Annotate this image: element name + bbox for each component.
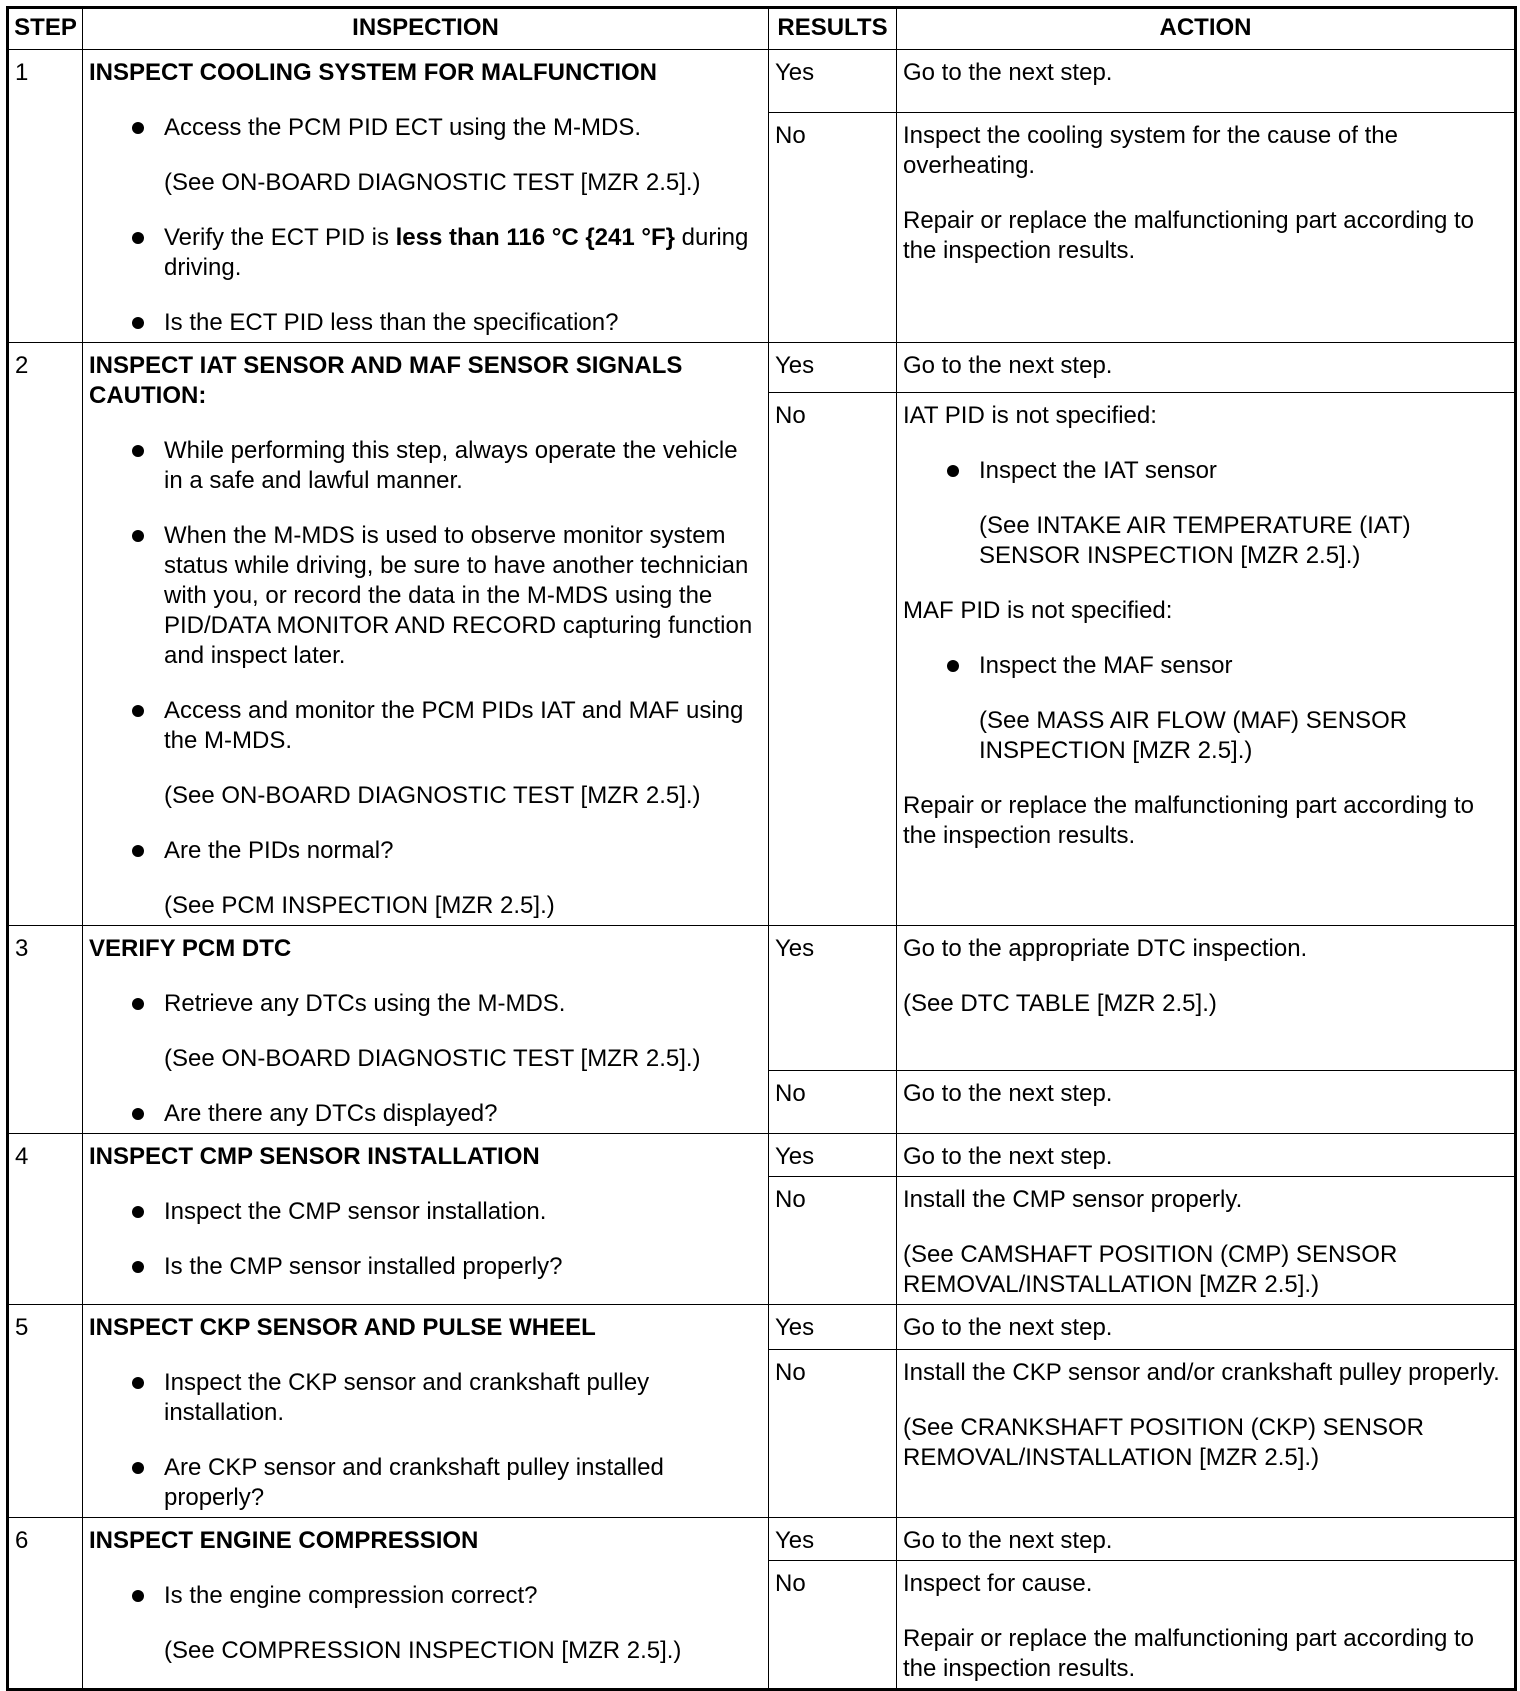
bullet-icon	[132, 1590, 144, 1602]
bullet-item	[89, 1099, 762, 1129]
action-yes	[897, 50, 1516, 113]
bullet-item	[89, 1252, 762, 1282]
action-text: IAT PID is not specified:	[903, 402, 1157, 429]
reference-link[interactable]: (See ON-BOARD DIAGNOSTIC TEST [MZR 2.5].)	[164, 782, 701, 809]
result-no: No	[769, 1177, 897, 1305]
bullet-text: Is the ECT PID less than the specification?	[164, 309, 619, 336]
specification-value: less than 116 °C {241 °F}	[395, 224, 675, 251]
result-yes: Yes	[769, 343, 897, 393]
bullet-item	[89, 1197, 762, 1227]
result-yes: Yes	[769, 50, 897, 113]
bullet-icon	[132, 998, 144, 1010]
step-title: VERIFY PCM DTC	[89, 935, 292, 962]
action-text: Go to the next step.	[903, 59, 1113, 86]
action-no	[897, 1177, 1516, 1305]
action-text: Repair or replace the malfunctioning part according to the inspection results.	[903, 792, 1474, 849]
action-yes	[897, 1134, 1516, 1177]
header-action: ACTION	[897, 8, 1516, 50]
action-text: Go to the next step.	[903, 1314, 1113, 1341]
bullet-icon	[132, 845, 144, 857]
bullet-item	[89, 521, 762, 671]
bullet-text: Access and monitor the PCM PIDs IAT and MAF using the M-MDS.	[164, 697, 744, 754]
bullet-text: Are there any DTCs displayed?	[164, 1100, 498, 1127]
action-yes	[897, 1305, 1516, 1350]
step-title: INSPECT CMP SENSOR INSTALLATION	[89, 1143, 540, 1170]
reference-link[interactable]: (See PCM INSPECTION [MZR 2.5].)	[164, 892, 555, 919]
action-text: Inspect for cause.	[903, 1570, 1093, 1597]
bullet-icon	[132, 705, 144, 717]
action-no	[897, 393, 1516, 926]
bullet-item	[89, 308, 762, 338]
bullet-text: When the M-MDS is used to observe monitor system status while driving, be sure to have another technician with you, or record the data in the M-MDS using the PID/DATA MONITOR AND RECORD capturing function and inspect later.	[164, 522, 753, 669]
step-number: 1	[8, 50, 83, 343]
header-step: STEP	[8, 8, 83, 50]
inspection-cell	[83, 343, 769, 926]
bullet-icon	[132, 122, 144, 134]
bullet-item	[903, 651, 1508, 681]
step-title: INSPECT CKP SENSOR AND PULSE WHEEL	[89, 1314, 596, 1341]
action-text: MAF PID is not specified:	[903, 597, 1173, 624]
reference-link[interactable]: (See DTC TABLE [MZR 2.5].)	[903, 990, 1217, 1017]
inspection-cell	[83, 50, 769, 343]
bullet-icon	[132, 1206, 144, 1218]
action-text: Go to the next step.	[903, 1080, 1113, 1107]
bullet-icon	[132, 232, 144, 244]
header-results: RESULTS	[769, 8, 897, 50]
action-text: Repair or replace the malfunctioning part according to the inspection results.	[903, 207, 1474, 264]
bullet-text: Access the PCM PID ECT using the M-MDS.	[164, 114, 642, 141]
reference-link[interactable]: (See CAMSHAFT POSITION (CMP) SENSOR REMOVAL/INSTALLATION [MZR 2.5].)	[903, 1241, 1398, 1298]
bullet-icon	[947, 465, 959, 477]
result-no: No	[769, 1350, 897, 1518]
bullet-item	[89, 836, 762, 866]
bullet-icon	[132, 1108, 144, 1120]
bullet-text: Inspect the CMP sensor installation.	[164, 1198, 547, 1225]
caution-label: CAUTION:	[89, 382, 207, 409]
step-title: INSPECT IAT SENSOR AND MAF SENSOR SIGNALS	[89, 352, 683, 379]
step-title: INSPECT ENGINE COMPRESSION	[89, 1527, 479, 1554]
step-3-yes-row	[8, 926, 1516, 1071]
action-text: Go to the next step.	[903, 1143, 1113, 1170]
bullet-text: Is the engine compression correct?	[164, 1582, 538, 1609]
step-number: 6	[8, 1518, 83, 1690]
bullet-text: Are the PIDs normal?	[164, 837, 394, 864]
reference-link[interactable]: (See CRANKSHAFT POSITION (CKP) SENSOR REMOVAL/INSTALLATION [MZR 2.5].)	[903, 1414, 1424, 1471]
bullet-text: Verify the ECT PID is	[164, 224, 396, 251]
bullet-text: Is the CMP sensor installed properly?	[164, 1253, 563, 1280]
action-text: Go to the next step.	[903, 352, 1113, 379]
result-yes: Yes	[769, 1134, 897, 1177]
action-text: Go to the appropriate DTC inspection.	[903, 935, 1308, 962]
result-yes: Yes	[769, 1518, 897, 1561]
result-no: No	[769, 1071, 897, 1134]
step-title: INSPECT COOLING SYSTEM FOR MALFUNCTION	[89, 59, 657, 86]
bullet-text: Are CKP sensor and crankshaft pulley installed properly?	[164, 1454, 664, 1511]
action-yes	[897, 343, 1516, 393]
reference-link[interactable]: (See MASS AIR FLOW (MAF) SENSOR INSPECTION [MZR 2.5].)	[979, 707, 1408, 764]
reference-link[interactable]: (See COMPRESSION INSPECTION [MZR 2.5].)	[164, 1637, 682, 1664]
bullet-item	[89, 113, 762, 143]
header-inspection: INSPECTION	[83, 8, 769, 50]
bullet-item	[89, 1368, 762, 1428]
bullet-text: during driving.	[164, 224, 749, 281]
action-no	[897, 1071, 1516, 1134]
step-6-yes-row	[8, 1518, 1516, 1561]
bullet-text: While performing this step, always operate the vehicle in a safe and lawful manner.	[164, 437, 738, 494]
action-text: Inspect the cooling system for the cause of the overheating.	[903, 122, 1398, 179]
step-1-yes-row	[8, 50, 1516, 113]
action-text: Repair or replace the malfunctioning part according to the inspection results.	[903, 1625, 1474, 1682]
step-number: 4	[8, 1134, 83, 1305]
step-number: 5	[8, 1305, 83, 1518]
inspection-cell	[83, 1134, 769, 1305]
bullet-icon	[132, 530, 144, 542]
bullet-icon	[132, 1377, 144, 1389]
diagnostic-procedure	[6, 6, 1517, 1691]
step-number: 2	[8, 343, 83, 926]
bullet-item	[89, 223, 762, 283]
bullet-icon	[132, 317, 144, 329]
step-4-yes-row	[8, 1134, 1516, 1177]
result-no: No	[769, 113, 897, 343]
bullet-item	[903, 456, 1508, 486]
inspection-cell	[83, 1305, 769, 1518]
action-text: Install the CMP sensor properly.	[903, 1186, 1243, 1213]
bullet-icon	[947, 660, 959, 672]
action-no	[897, 1561, 1516, 1690]
bullet-item	[89, 436, 762, 496]
bullet-item	[89, 696, 762, 756]
action-no	[897, 113, 1516, 343]
bullet-icon	[132, 1462, 144, 1474]
bullet-item	[89, 989, 762, 1019]
bullet-icon	[132, 445, 144, 457]
result-yes: Yes	[769, 1305, 897, 1350]
header-row	[8, 8, 1516, 50]
step-number: 3	[8, 926, 83, 1134]
bullet-item	[89, 1581, 762, 1611]
bullet-text: Inspect the IAT sensor	[979, 457, 1217, 484]
bullet-icon	[132, 1261, 144, 1273]
result-no: No	[769, 1561, 897, 1690]
inspection-cell	[83, 1518, 769, 1690]
bullet-text: Retrieve any DTCs using the M-MDS.	[164, 990, 566, 1017]
result-yes: Yes	[769, 926, 897, 1071]
diagnostic-table	[6, 6, 1517, 1691]
bullet-text: Inspect the CKP sensor and crankshaft pulley installation.	[164, 1369, 650, 1426]
reference-link[interactable]: (See INTAKE AIR TEMPERATURE (IAT) SENSOR INSPECTION [MZR 2.5].)	[979, 512, 1411, 569]
reference-link[interactable]: (See ON-BOARD DIAGNOSTIC TEST [MZR 2.5].)	[164, 169, 701, 196]
bullet-item	[89, 1453, 762, 1513]
action-no	[897, 1350, 1516, 1518]
result-no: No	[769, 393, 897, 926]
action-text: Go to the next step.	[903, 1527, 1113, 1554]
action-text: Install the CKP sensor and/or crankshaft pulley properly.	[903, 1359, 1500, 1386]
inspection-cell	[83, 926, 769, 1134]
step-5-yes-row	[8, 1305, 1516, 1350]
action-yes	[897, 1518, 1516, 1561]
step-2-yes-row	[8, 343, 1516, 393]
action-yes	[897, 926, 1516, 1071]
reference-link[interactable]: (See ON-BOARD DIAGNOSTIC TEST [MZR 2.5].)	[164, 1045, 701, 1072]
bullet-text: Inspect the MAF sensor	[979, 652, 1233, 679]
